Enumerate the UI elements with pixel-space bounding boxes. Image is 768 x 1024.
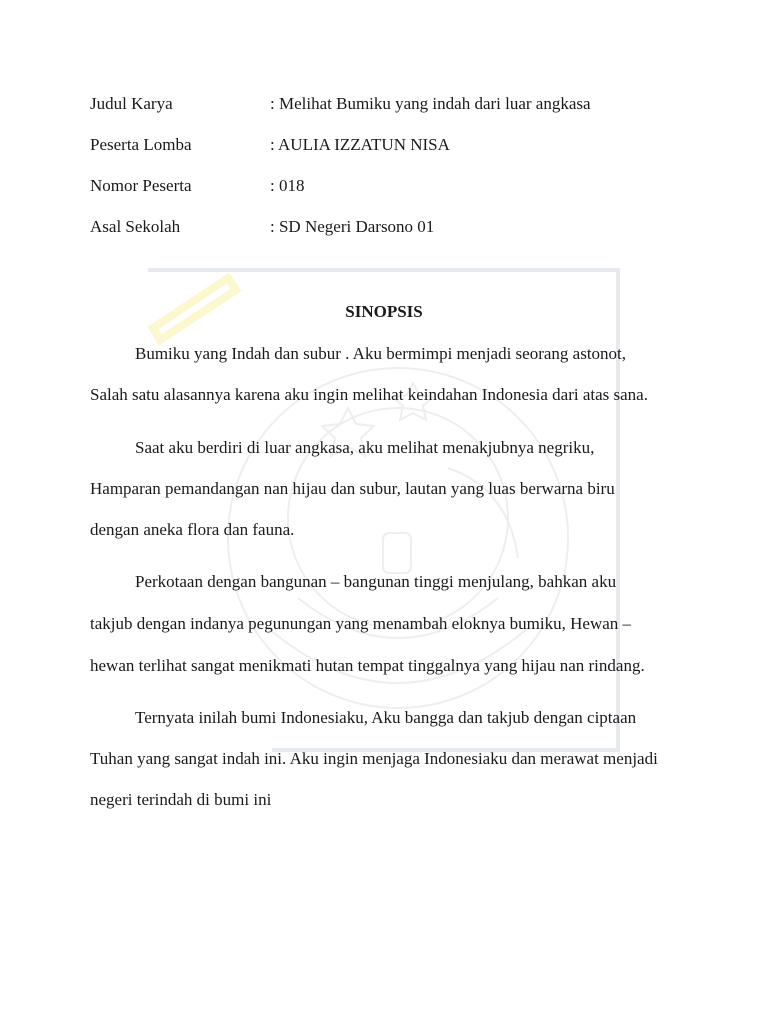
paragraph-line: Saat aku berdiri di luar angkasa, aku melihat menakjubnya negriku,	[135, 438, 595, 457]
meta-row-nomor-peserta	[90, 174, 710, 215]
paragraph-line: Ternyata inilah bumi Indonesiaku, Aku bangga dan takjub dengan ciptaan	[135, 708, 637, 727]
meta-row-peserta-lomba	[90, 133, 710, 174]
paragraph-line: Tuhan yang sangat indah ini. Aku ingin menjaga Indonesiaku dan merawat menjadi	[90, 749, 658, 768]
paragraph-line: Perkotaan dengan bangunan – bangunan tinggi menjulang, bahkan aku	[135, 572, 617, 591]
paragraph-line: hewan terlihat sangat menikmati hutan tempat tinggalnya yang hijau nan rindang.	[90, 656, 645, 675]
paragraph-line: takjub dengan indanya pegunungan yang menambah eloknya bumiku, Hewan –	[90, 614, 632, 633]
synopsis-title: SINOPSIS	[345, 302, 423, 321]
meta-label: Nomor Peserta	[90, 176, 192, 195]
entry-details	[90, 92, 710, 256]
paragraph-3	[90, 570, 690, 678]
paragraph-line: Bumiku yang Indah dan subur . Aku bermimpi menjadi seorang astonot,	[135, 344, 627, 363]
meta-label: Peserta Lomba	[90, 135, 192, 154]
meta-row-asal-sekolah	[90, 215, 710, 256]
meta-value: : Melihat Bumiku yang indah dari luar angkasa	[270, 94, 591, 113]
meta-label: Judul Karya	[90, 94, 173, 113]
paragraph-line: dengan aneka flora dan fauna.	[90, 520, 295, 539]
paragraph-line: negeri terindah di bumi ini	[90, 790, 272, 809]
paragraph-2	[90, 436, 690, 542]
meta-row-judul-karya	[90, 92, 710, 133]
paragraph-1	[90, 342, 690, 407]
meta-value: : 018	[270, 176, 305, 195]
meta-label: Asal Sekolah	[90, 217, 181, 236]
paragraph-line: Hamparan pemandangan nan hijau dan subur, lautan yang luas berwarna biru	[90, 479, 615, 498]
paragraph-line: Salah satu alasannya karena aku ingin melihat keindahan Indonesia dari atas sana.	[90, 385, 648, 404]
meta-value: : SD Negeri Darsono 01	[270, 217, 435, 236]
meta-value: : AULIA IZZATUN NISA	[270, 135, 450, 154]
paragraph-4	[90, 706, 690, 812]
